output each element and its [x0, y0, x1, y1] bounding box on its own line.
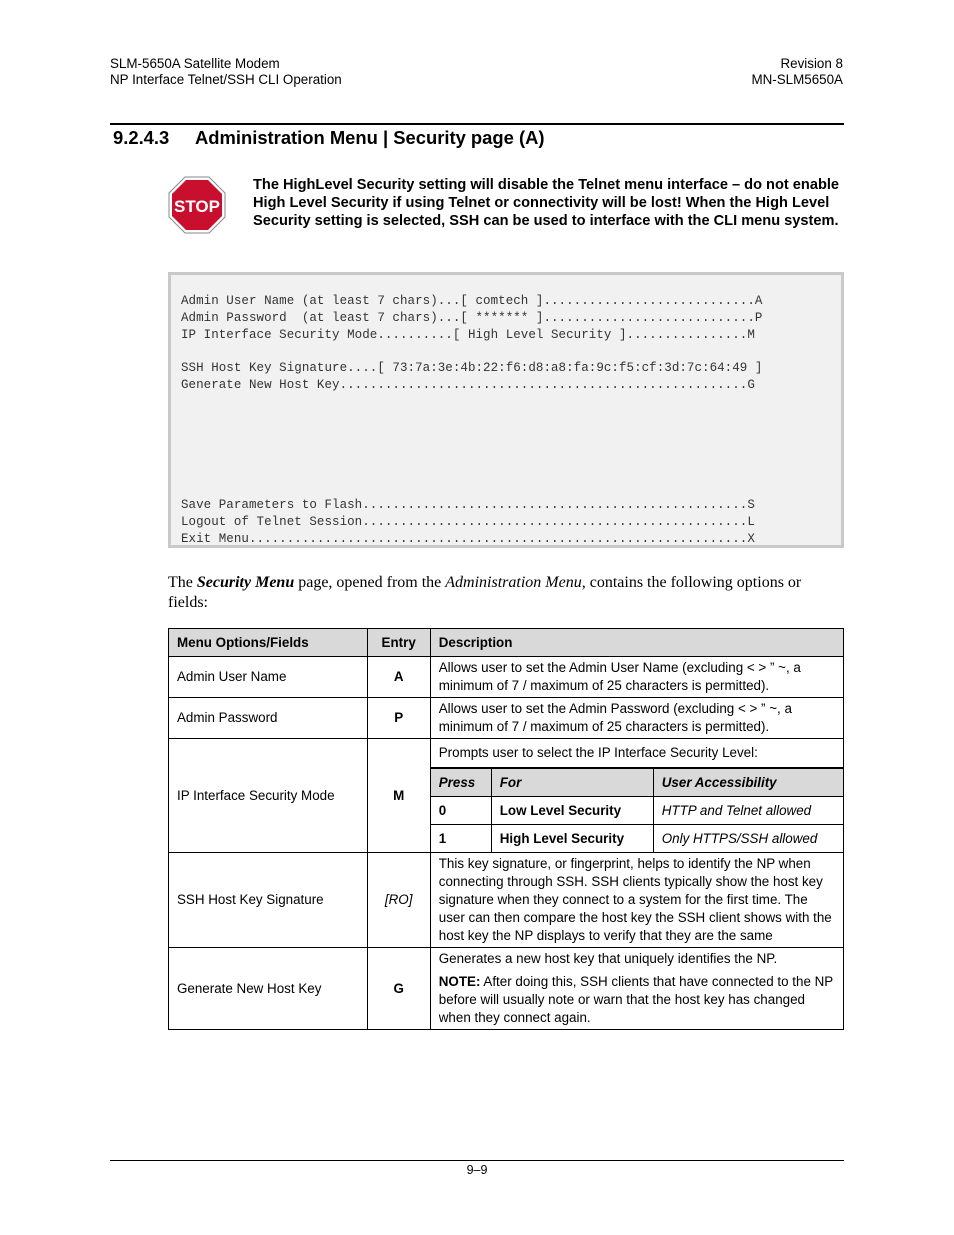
terminal-screenshot	[168, 272, 844, 548]
section-number: 9.2.4.3	[113, 127, 170, 148]
option-for: Low Level Security	[491, 797, 653, 825]
manual-number: MN-SLM5650A	[751, 72, 843, 87]
intro-suffix: contains the following options or fields:	[168, 574, 802, 611]
entry-key: M	[367, 739, 430, 853]
entry-key: P	[367, 698, 430, 739]
header-rule	[110, 123, 844, 125]
terminal-line: Exit Menu..................................................................X	[181, 532, 755, 546]
subtable-row	[431, 825, 843, 853]
terminal-line: Logout of Telnet Session...................................................L	[181, 515, 755, 529]
field-description: Allows user to set the Admin User Name (excluding < > ” ~, a minimum of 7 / maximum of 25 characters is permitted).	[430, 657, 843, 698]
intro-parent-menu: Administration Menu,	[445, 574, 586, 591]
header-left	[110, 56, 342, 88]
option-press: 1	[431, 825, 492, 853]
field-name: Generate New Host Key	[169, 948, 368, 1030]
revision: Revision 8	[780, 56, 843, 71]
field-name: Admin Password	[169, 698, 368, 739]
subtable-row	[431, 797, 843, 825]
terminal-line: IP Interface Security Mode..........[ High Level Security ]................M	[181, 328, 755, 342]
footer-rule	[110, 1160, 844, 1161]
field-name: Admin User Name	[169, 657, 368, 698]
option-press: 0	[431, 797, 492, 825]
field-description: Allows user to set the Admin Password (excluding < > ” ~, a minimum of 7 / maximum of 25 characters is permitted).	[430, 698, 843, 739]
intro-menu-name: Security Menu	[196, 574, 295, 591]
table-row	[169, 657, 844, 698]
table-row	[169, 948, 844, 1030]
table-row	[169, 739, 844, 853]
option-for: High Level Security	[491, 825, 653, 853]
note-text: After doing this, SSH clients that have connected to the NP before will usually note or warn that the host key has changed when they connect again.	[438, 974, 833, 1025]
table-row	[169, 698, 844, 739]
field-name: IP Interface Security Mode	[169, 739, 368, 853]
subtable-header-access: User Accessibility	[653, 768, 843, 797]
field-name: SSH Host Key Signature	[169, 853, 368, 948]
field-description	[430, 948, 843, 1030]
terminal-line: Admin Password (at least 7 chars)...[ ******* ]............................P	[181, 311, 763, 325]
col-header-field: Menu Options/Fields	[169, 629, 368, 657]
security-level-subtable	[431, 739, 843, 852]
terminal-line: Generate New Host Key......................................................G	[181, 378, 755, 392]
warning-text: The HighLevel Security setting will disable the Telnet menu interface – do not enable High Level Security if using Telnet or connectivity will be lost! When the High Level Security setting is selected, SSH can be used to interface with the CLI menu system.	[253, 177, 840, 230]
doc-subtitle: NP Interface Telnet/SSH CLI Operation	[110, 72, 342, 87]
gen-key-description: Generates a new host key that uniquely identifies the NP.	[438, 951, 778, 966]
intro-prefix: The	[168, 574, 197, 591]
entry-key: A	[367, 657, 430, 698]
options-table	[168, 628, 844, 1030]
col-header-description: Description	[430, 629, 843, 657]
subtable-header-for: For	[491, 768, 653, 797]
header-right	[751, 56, 843, 88]
option-access: Only HTTPS/SSH allowed	[653, 825, 843, 853]
terminal-line: Save Parameters to Flash...................................................S	[181, 498, 755, 512]
entry-key: G	[367, 948, 430, 1030]
intro-middle: page, opened from the	[294, 574, 446, 591]
subtable-header-press: Press	[431, 768, 492, 797]
field-description: This key signature, or fingerprint, helps to identify the NP when connecting through SSH. SSH clients typically show the host key signature when they connect to a system for the first time. The user can then compare the host key the SSH client shows with the host key the NP displays to verify that they are the same	[430, 853, 843, 948]
entry-key: [RO]	[367, 853, 430, 948]
note-label: NOTE:	[438, 974, 481, 989]
subtable-header-row	[431, 768, 843, 797]
table-row	[169, 853, 844, 948]
col-header-entry: Entry	[367, 629, 430, 657]
table-header-row	[169, 629, 844, 657]
field-description	[430, 739, 843, 853]
section-heading	[113, 127, 545, 149]
page-number: 9–9	[466, 1163, 488, 1177]
gen-key-note	[439, 973, 835, 1027]
subtable-prompt-row	[431, 739, 843, 768]
intro-paragraph	[168, 573, 844, 613]
stop-sign-text: STOP	[174, 197, 220, 216]
subtable-prompt: Prompts user to select the IP Interface Security Level:	[438, 745, 758, 760]
option-access: HTTP and Telnet allowed	[653, 797, 843, 825]
terminal-line: SSH Host Key Signature....[ 73:7a:3e:4b:22:f6:d8:a8:fa:9c:f5:cf:3d:7c:64:49 ]	[181, 361, 763, 375]
stop-sign-icon	[168, 176, 226, 234]
section-title: Administration Menu | Security page (A)	[195, 127, 545, 148]
doc-title: SLM-5650A Satellite Modem	[110, 56, 280, 71]
terminal-line: Admin User Name (at least 7 chars)...[ comtech ]............................A	[181, 294, 763, 308]
